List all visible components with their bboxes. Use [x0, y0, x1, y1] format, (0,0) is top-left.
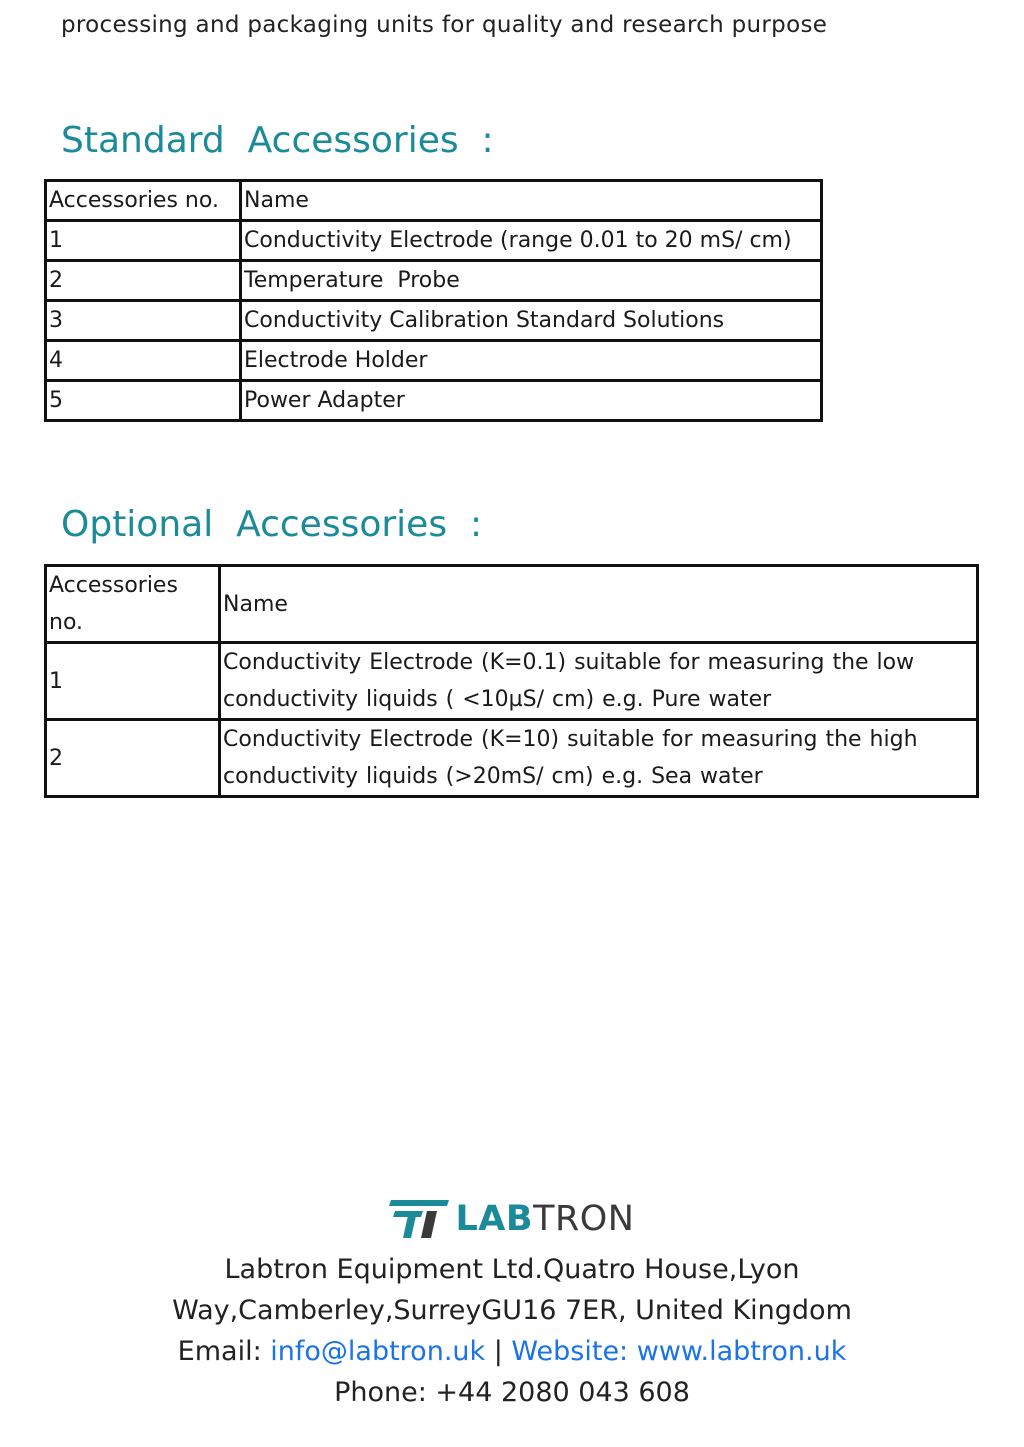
- cell-number: 5: [46, 381, 241, 421]
- table-row: [46, 261, 822, 301]
- header-cell-number: Accessories no.: [46, 181, 241, 221]
- footer: [0, 1193, 1024, 1413]
- table-row: [46, 381, 822, 421]
- cell-name: Power Adapter: [241, 381, 822, 421]
- email-link[interactable]: info@labtron.uk: [270, 1336, 486, 1367]
- cell-number: 2: [46, 261, 241, 301]
- cell-number: 2: [46, 720, 220, 797]
- website-link[interactable]: Website: www.labtron.uk: [511, 1336, 847, 1367]
- email-label: Email:: [177, 1336, 271, 1367]
- cell-number: 1: [46, 221, 241, 261]
- optional-accessories-heading: Optional Accessories :: [61, 504, 483, 545]
- separator: |: [485, 1336, 512, 1367]
- cell-number: 4: [46, 341, 241, 381]
- table-row: [46, 643, 978, 720]
- address-line-2: Way,Camberley,SurreyGU16 7ER, United Kingdom: [172, 1295, 852, 1326]
- optional-accessories-table: [44, 564, 979, 798]
- standard-accessories-table: [44, 179, 823, 422]
- cell-name: Conductivity Calibration Standard Solutions: [241, 301, 822, 341]
- cell-number: 1: [46, 643, 220, 720]
- cell-name: Conductivity Electrode (K=0.1) suitable for measuring the low conductivity liquids ( <10µS/ cm) e.g. Pure water: [220, 643, 978, 720]
- labtron-logo: [0, 1193, 1024, 1245]
- logo-lab-text: LAB: [455, 1198, 534, 1239]
- standard-accessories-heading: Standard Accessories :: [61, 120, 494, 161]
- intro-text: processing and packaging units for quality and research purpose: [61, 12, 828, 38]
- cell-number: 3: [46, 301, 241, 341]
- cell-name: Electrode Holder: [241, 341, 822, 381]
- address-line-1: Labtron Equipment Ltd.Quatro House,Lyon: [224, 1254, 800, 1285]
- header-cell-name: Name: [220, 566, 978, 643]
- logo-tron-text: TRON: [533, 1198, 635, 1239]
- contact-line: [0, 1331, 1024, 1372]
- cell-name: Temperature Probe: [241, 261, 822, 301]
- header-cell-name: Name: [241, 181, 822, 221]
- table-row: [46, 301, 822, 341]
- table-row: [46, 341, 822, 381]
- table-row: [46, 221, 822, 261]
- labtron-logo-icon: [389, 1198, 451, 1240]
- cell-name: Conductivity Electrode (range 0.01 to 20 mS/ cm): [241, 221, 822, 261]
- cell-name: Conductivity Electrode (K=10) suitable for measuring the high conductivity liquids (>20mS/ cm) e.g. Sea water: [220, 720, 978, 797]
- phone-line: Phone: +44 2080 043 608: [334, 1377, 690, 1408]
- table-header-row: [46, 566, 978, 643]
- header-cell-number: Accessories no.: [46, 566, 220, 643]
- table-header-row: [46, 181, 822, 221]
- table-row: [46, 720, 978, 797]
